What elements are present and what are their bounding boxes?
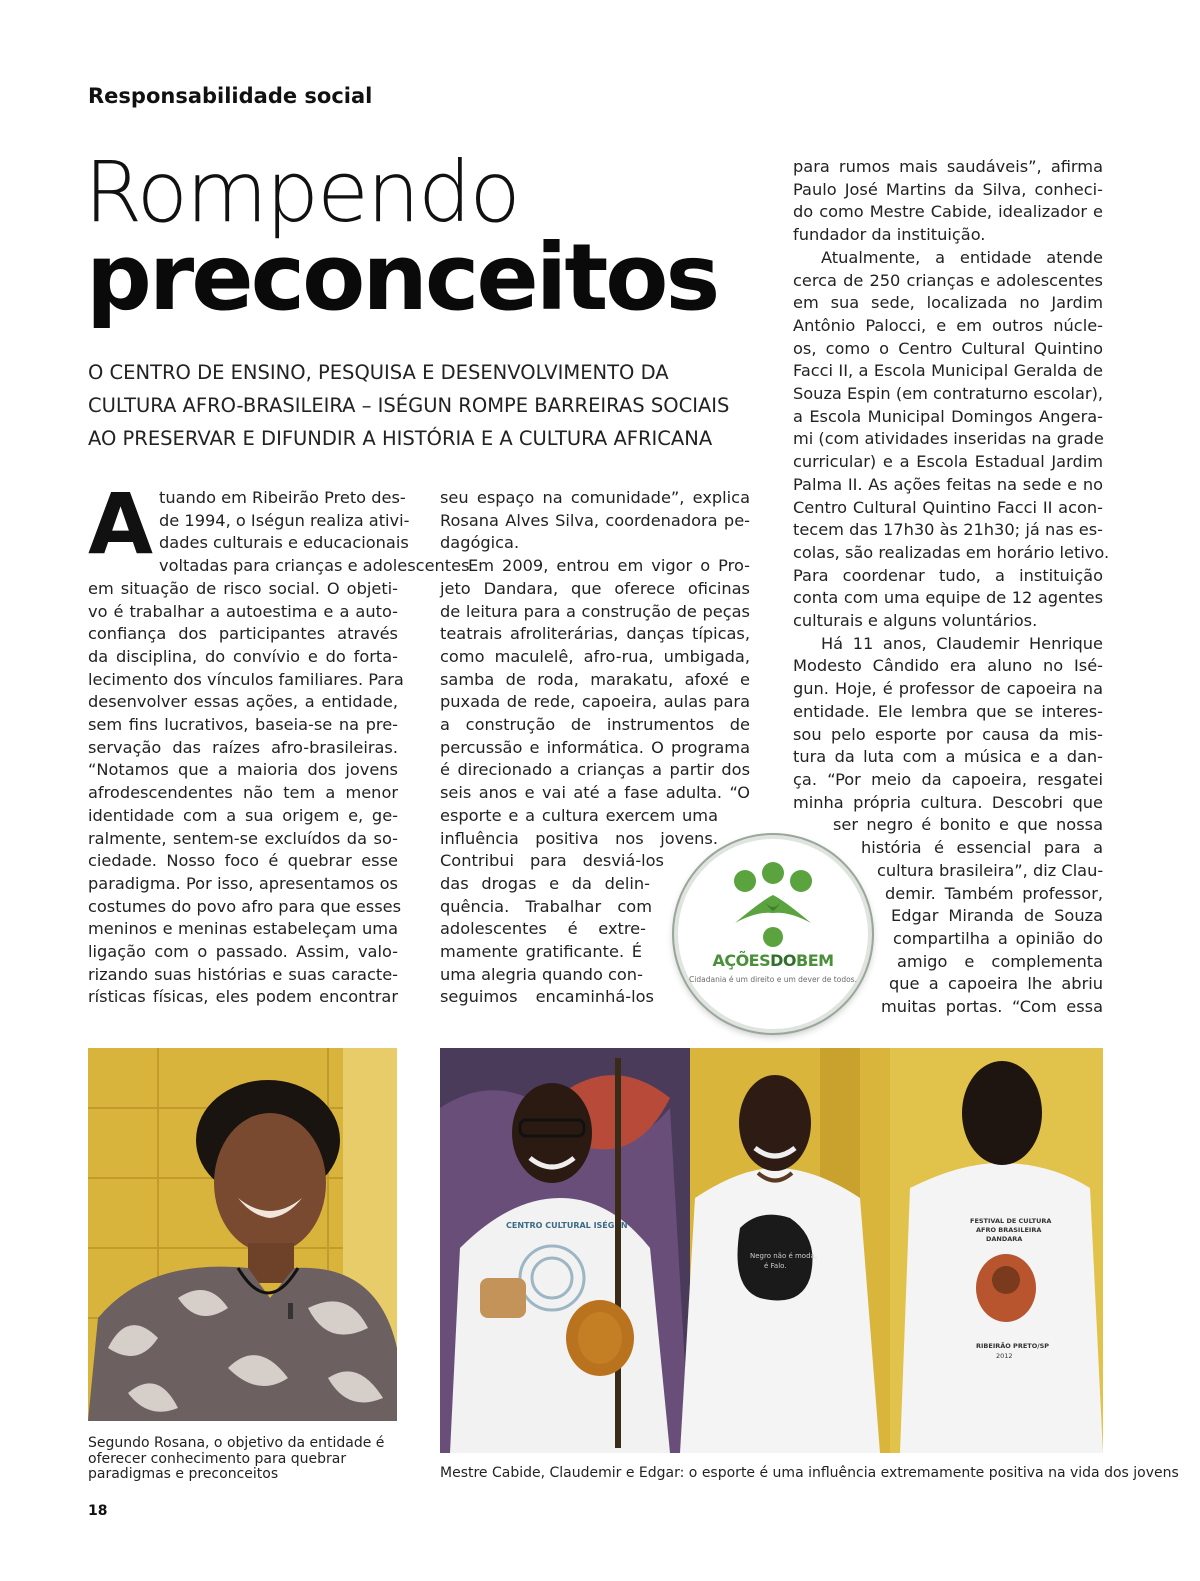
text-line: Facci II, a Escola Municipal Geralda de bbox=[793, 361, 1103, 381]
text-line: entidade. Ele lembra que se interes- bbox=[793, 701, 1103, 721]
subtitle-line: AO PRESERVAR E DIFUNDIR A HISTÓRIA E A CULTURA AFRICANA bbox=[88, 427, 713, 450]
shirt-text-right-e: 2012 bbox=[996, 1352, 1013, 1360]
text-line: tecem das 17h30 às 21h30; já nas es- bbox=[793, 520, 1103, 540]
text-line: desenvolver essas ações, a entidade, bbox=[88, 692, 398, 712]
text-line: das drogas e da delin- bbox=[440, 873, 650, 893]
text-line: Souza Espin (em contraturno escolar), bbox=[793, 384, 1104, 404]
text-line: percussão e informática. O programa bbox=[440, 737, 750, 757]
text-line: Centro Cultural Quintino Facci II acon- bbox=[793, 497, 1103, 517]
column-2-paragraph-1 bbox=[440, 487, 750, 555]
text-line: compartilha a opinião do bbox=[893, 928, 1103, 948]
text-line: Modesto Cândido era aluno no Isé- bbox=[793, 656, 1103, 676]
text-line: Antônio Palocci, e em outros núcle- bbox=[793, 315, 1103, 335]
logo-title: AÇÕESDOBEM bbox=[712, 951, 834, 970]
text-line: afrodescendentes não tem a menor bbox=[88, 783, 398, 803]
text-line: colas, são realizadas em horário letivo. bbox=[793, 542, 1110, 562]
text-line: sem fins lucrativos, baseia-se na pre- bbox=[88, 715, 398, 735]
text-line: culturais e alguns voluntários. bbox=[793, 611, 1038, 631]
text-line: de leitura para a construção de peças bbox=[440, 601, 750, 621]
text-line: adolescentes é extre- bbox=[440, 919, 646, 939]
text-line: rizando suas histórias e suas caracte- bbox=[88, 964, 398, 984]
section-tag: Responsabilidade social bbox=[88, 84, 373, 108]
text-line: esporte e a cultura exercem uma bbox=[440, 805, 718, 825]
text-line: Palma II. As ações feitas na sede e no bbox=[793, 474, 1103, 494]
subtitle bbox=[88, 356, 728, 455]
text-line: vo é trabalhar a autoestima e a auto- bbox=[88, 601, 398, 621]
text-line: dades culturais e educacionais bbox=[159, 533, 409, 553]
text-line: sou pelo esporte por causa da mis- bbox=[793, 724, 1103, 744]
text-line: a construção de instrumentos de bbox=[440, 715, 750, 735]
shirt-text-right-d: RIBEIRÃO PRETO/SP bbox=[976, 1342, 1050, 1350]
column-3-paragraph-2 bbox=[793, 247, 1110, 633]
text-line: teatrais afroliterárias, danças típicas, bbox=[440, 624, 750, 644]
text-line: meninos e meninas estabeleçam uma bbox=[88, 919, 398, 939]
shirt-text-right-c: DANDARA bbox=[986, 1235, 1023, 1243]
text-line: seu espaço na comunidade”, explica bbox=[440, 488, 750, 507]
headline-line-2: preconceitos bbox=[86, 224, 718, 331]
text-line: minha própria cultura. Descobri que bbox=[793, 792, 1103, 812]
text-line: muitas portas. “Com essa bbox=[881, 997, 1103, 1017]
text-line: cerca de 250 crianças e adolescentes bbox=[793, 270, 1103, 290]
acoes-do-bem-logo bbox=[674, 835, 872, 1033]
text-line: ligação com o passado. Assim, valo- bbox=[88, 942, 398, 962]
column-2-paragraph-2 bbox=[440, 555, 750, 805]
text-line: uma alegria quando con- bbox=[440, 964, 643, 984]
text-line: de 1994, o Iségun realiza ativi- bbox=[159, 510, 410, 530]
subtitle-line: O CENTRO DE ENSINO, PESQUISA E DESENVOLVIMENTO DA bbox=[88, 361, 669, 384]
text-line: demir. Também professor, bbox=[885, 883, 1103, 903]
text-line: puxada de rede, capoeira, aulas para bbox=[440, 692, 750, 712]
shirt-text-left: CENTRO CULTURAL ISÉGUN bbox=[506, 1221, 628, 1230]
article-column-1 bbox=[88, 475, 470, 1009]
text-line: Há 11 anos, Claudemir Henrique bbox=[821, 633, 1103, 653]
text-line: tuando em Ribeirão Preto des- bbox=[159, 488, 406, 507]
text-line: tura da luta com a música e a dan- bbox=[793, 747, 1103, 767]
text-line: rísticas físicas, eles podem encontrar bbox=[88, 987, 398, 1007]
text-line: Para coordenar tudo, a instituição bbox=[793, 565, 1103, 585]
text-line: confiança dos participantes através bbox=[88, 624, 398, 644]
text-line: ser negro é bonito e que nossa bbox=[833, 815, 1103, 835]
text-line: cultura brasileira”, diz Clau- bbox=[877, 860, 1104, 880]
text-line: quência. Trabalhar com bbox=[440, 896, 652, 916]
text-line: jeto Dandara, que oferece oficinas bbox=[440, 578, 750, 598]
column-3-paragraph-1 bbox=[793, 156, 1103, 247]
caption-photo-rosana: Segundo Rosana, o objetivo da entidade é oferecer conhecimento para quebrar paradigmas e preconceitos bbox=[88, 1435, 385, 1482]
text-line: paradigma. Por isso, apresentamos os bbox=[88, 873, 398, 893]
text-line: do como Mestre Cabide, idealizador e bbox=[793, 202, 1103, 222]
text-line: conta com uma equipe de 12 agentes bbox=[793, 588, 1103, 608]
text-line: ciedade. Nosso foco é quebrar esse bbox=[88, 851, 398, 871]
text-line: curricular) e a Escola Estadual Jardim bbox=[793, 452, 1103, 472]
subtitle-line: CULTURA AFRO-BRASILEIRA – ISÉGUN ROMPE BARREIRAS SOCIAIS bbox=[88, 394, 730, 417]
text-line: seis anos e vai até a fase adulta. “O bbox=[440, 783, 750, 803]
logo-slogan: Cidadania é um direito e um dever de todos. bbox=[689, 975, 857, 984]
text-line: samba de roda, marakatu, afoxé e bbox=[440, 669, 750, 689]
text-line: em sua sede, localizada no Jardim bbox=[793, 293, 1103, 313]
text-line: Atualmente, a entidade atende bbox=[821, 247, 1103, 267]
photo-three-men bbox=[440, 1048, 1103, 1453]
text-line: fundador da instituição. bbox=[793, 225, 986, 245]
text-line: história é essencial para a bbox=[861, 838, 1103, 858]
text-line: em situação de risco social. O objeti- bbox=[88, 578, 398, 598]
text-line: seguimos encaminhá-los bbox=[440, 987, 654, 1007]
text-line: os, como o Centro Cultural Quintino bbox=[793, 338, 1103, 358]
text-line: mamente gratificante. É bbox=[440, 942, 642, 962]
text-line: costumes do povo afro para que esses bbox=[88, 896, 402, 916]
shirt-text-middle-a: Negro não é moda, bbox=[750, 1252, 818, 1260]
text-line: Rosana Alves Silva, coordenadora pe- bbox=[440, 510, 750, 530]
text-line: lecimento dos vínculos familiares. Para bbox=[88, 669, 404, 689]
text-line: mi (com atividades inseridas na grade bbox=[793, 429, 1104, 449]
page-number: 18 bbox=[88, 1503, 108, 1519]
shirt-text-right-b: AFRO BRASILEIRA bbox=[976, 1226, 1042, 1234]
text-line: Em 2009, entrou em vigor o Pro- bbox=[468, 556, 750, 576]
shirt-text-right-a: FESTIVAL DE CULTURA bbox=[970, 1217, 1052, 1225]
caption-photo-three-men: Mestre Cabide, Claudemir e Edgar: o esporte é uma influência extremamente positiva na vida dos jovens bbox=[440, 1465, 1179, 1481]
text-line: que a capoeira lhe abriu bbox=[889, 974, 1103, 994]
text-line: dagógica. bbox=[440, 533, 520, 553]
text-line: para rumos mais saudáveis”, afirma bbox=[793, 157, 1103, 176]
text-line: amigo e complementa bbox=[897, 951, 1103, 971]
text-line: Paulo José Martins da Silva, conheci- bbox=[793, 179, 1103, 199]
text-line: Contribui para desviá-los bbox=[440, 851, 664, 871]
text-line: é direcionado a crianças a partir dos bbox=[440, 760, 750, 780]
text-line: da disciplina, do convívio e do forta- bbox=[88, 646, 398, 666]
photo-rosana bbox=[88, 1048, 397, 1421]
text-line: ralmente, sentem-se excluídos da so- bbox=[88, 828, 398, 848]
text-line: voltadas para crianças e adolescentes bbox=[159, 556, 470, 576]
people-circle-icon bbox=[731, 861, 815, 947]
text-line: gun. Hoje, é professor de capoeira na bbox=[793, 679, 1103, 699]
shirt-text-middle-b: é Falo. bbox=[764, 1262, 787, 1270]
text-line: a Escola Municipal Domingos Angera- bbox=[793, 406, 1103, 426]
text-line: “Notamos que a maioria dos jovens bbox=[88, 760, 398, 780]
drop-cap: A bbox=[88, 475, 154, 573]
text-line: como maculelê, afro-rua, umbigada, bbox=[440, 646, 750, 666]
text-line: influência positiva nos jovens. bbox=[440, 828, 718, 848]
text-line: servação das raízes afro-brasileiras. bbox=[88, 737, 398, 757]
text-line: identidade com a sua origem e, ge- bbox=[88, 805, 398, 825]
text-line: Edgar Miranda de Souza bbox=[891, 906, 1103, 926]
headline-line-1: Rompendo bbox=[84, 143, 519, 241]
text-line: ça. “Por meio da capoeira, resgatei bbox=[793, 769, 1103, 789]
column-3-paragraph-3 bbox=[793, 633, 1103, 815]
